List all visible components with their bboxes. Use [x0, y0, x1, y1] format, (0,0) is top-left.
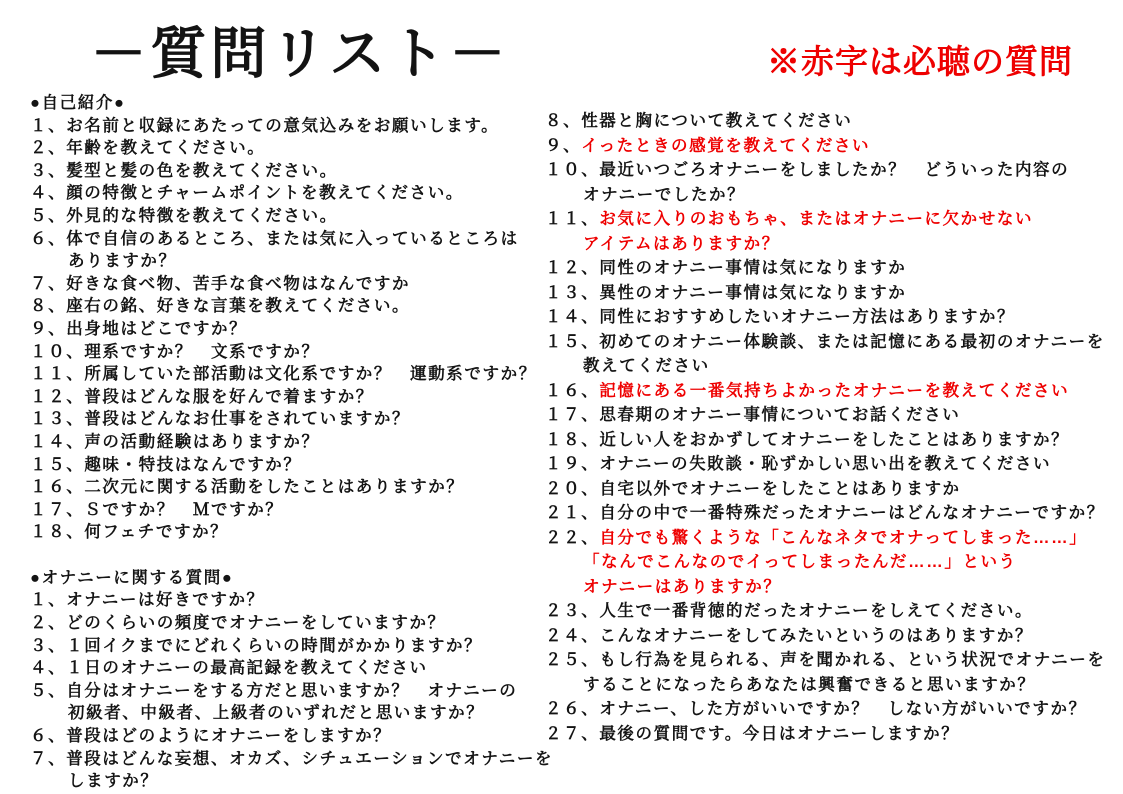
- question-line-continuation: [545, 673, 1105, 698]
- question-line: [545, 599, 1105, 624]
- question-text: １日のオナニーの最高記録を教えてください: [66, 659, 428, 678]
- question-number: ３、: [30, 161, 67, 180]
- question-text: 初級者、中級者、上級者のいずれだと思いますか？: [68, 704, 485, 723]
- question-number: １、: [30, 591, 67, 610]
- question-text: こんなオナニーをしてみたいというのはありますか？: [599, 626, 1034, 645]
- question-text: 自宅以外でオナニーをしたことはありますか: [599, 479, 961, 498]
- question-text: 自分の中で一番特殊だったオナニーはどんなオナニーですか？: [599, 504, 1105, 522]
- question-line: [545, 428, 1105, 453]
- question-line: [545, 403, 1105, 428]
- question-text: 初めてのオナニー体験談、または記憶にある最初のオナニーを: [599, 332, 1105, 351]
- question-line-continuation: [545, 575, 1105, 600]
- question-text: しますか？: [68, 772, 159, 791]
- question-number: １、: [30, 116, 67, 135]
- question-number: １２、: [545, 259, 600, 277]
- question-text-red: 自分でも驚くような「こんなネタでオナってしまった……」: [599, 528, 1088, 547]
- left-column: [30, 92, 553, 793]
- question-text: 最近いつごろオナニーをしましたか？ どういった内容の: [599, 161, 1070, 179]
- question-number: １４、: [545, 308, 600, 326]
- question-line: [30, 205, 553, 228]
- question-text: 自分はオナニーをする方だと思いますか？ オナニーの: [66, 681, 518, 700]
- question-text-red: イったときの感覚を教えてください: [581, 136, 871, 155]
- question-line: [545, 207, 1105, 232]
- question-number: １７、: [545, 406, 600, 424]
- question-line: [545, 452, 1105, 477]
- section-header: ●オナニーに関する質問●: [30, 568, 234, 587]
- question-line-continuation: [545, 183, 1105, 208]
- question-section: [545, 109, 1105, 746]
- question-line-continuation: [30, 770, 553, 793]
- question-text: 好きな食べ物、苦手な食べ物はなんですか: [66, 274, 411, 293]
- question-number: １５、: [545, 332, 600, 351]
- question-number: ２６、: [545, 700, 600, 718]
- question-line: [30, 318, 553, 341]
- question-text: オナニーの失敗談・恥ずかしい思い出を教えてください: [599, 455, 1052, 473]
- question-line: [545, 624, 1105, 649]
- question-number: １４、: [30, 432, 85, 451]
- question-line-continuation: [545, 550, 1105, 575]
- question-text-red: 記憶にある一番気持ちよかったオナニーを教えてください: [599, 381, 1070, 400]
- question-number: ８、: [30, 297, 67, 316]
- question-number: ９、: [30, 319, 67, 338]
- question-number: １１、: [545, 210, 600, 228]
- question-number: ６、: [30, 727, 67, 746]
- question-number: ３、: [30, 636, 67, 655]
- question-text: 座右の銘、好きな言葉を教えてください。: [66, 297, 411, 316]
- question-number: １０、: [545, 161, 600, 179]
- question-line: [30, 341, 553, 364]
- question-line: [30, 748, 553, 771]
- question-number: ２、: [30, 139, 67, 158]
- question-line: [545, 330, 1105, 355]
- question-line: [30, 521, 553, 544]
- question-line: [30, 386, 553, 409]
- question-line: [545, 134, 1105, 159]
- question-text: ありますか？: [68, 252, 177, 271]
- page-title: －質問リスト－: [90, 22, 510, 85]
- question-line: [545, 526, 1105, 551]
- question-text: 髪型と髪の色を教えてください。: [66, 161, 338, 180]
- question-text: 声の活動経験はありますか？: [84, 432, 320, 451]
- question-line-continuation: [545, 232, 1105, 257]
- question-text: 教えてください: [583, 357, 710, 375]
- question-text: 出身地はどこですか？: [66, 319, 248, 338]
- question-number: ７、: [30, 274, 67, 293]
- question-text: 思春期のオナニー事情についてお話ください: [599, 406, 961, 424]
- question-number: ２２、: [545, 528, 600, 547]
- question-number: １８、: [545, 430, 600, 449]
- question-text: 同性のオナニー事情は気になりますか: [599, 259, 907, 277]
- question-text: オナニーは好きですか？: [66, 591, 265, 610]
- question-text: 二次元に関する活動をしたことはありますか？: [84, 478, 465, 497]
- question-line: [30, 273, 553, 296]
- question-text: オナニー、した方がいいですか？ しない方がいいですか？: [599, 700, 1087, 718]
- question-line: [30, 115, 553, 138]
- question-line: [30, 160, 553, 183]
- question-text: 何フェチですか？: [84, 523, 229, 542]
- question-line: [30, 657, 553, 680]
- question-number: １３、: [30, 410, 85, 429]
- question-line-continuation: [545, 354, 1105, 379]
- question-line: [545, 256, 1105, 281]
- right-column: [545, 109, 1105, 746]
- question-text: 最後の質問です。今日はオナニーしますか？: [599, 724, 960, 743]
- question-text: 普段はどんな妄想、オカズ、シチュエーションでオナニーを: [66, 749, 554, 768]
- question-number: ４、: [30, 184, 67, 203]
- question-text: 顔の特徴とチャームポイントを教えてください。: [66, 184, 464, 203]
- question-line: [30, 408, 553, 431]
- question-text: することになったらあなたは興奮できると思いますか？: [583, 675, 1036, 694]
- question-line: [30, 182, 553, 205]
- question-line: [545, 379, 1105, 404]
- question-text: オナニーでしたか？: [583, 185, 746, 204]
- question-number: ８、: [545, 112, 582, 130]
- question-text: 普段はどんな服を好んで着ますか？: [84, 387, 374, 406]
- question-number: ２３、: [545, 602, 600, 620]
- question-line: [30, 295, 553, 318]
- question-number: １２、: [30, 387, 85, 406]
- question-text: Ｓですか？ Ｍですか？: [84, 500, 284, 519]
- question-line: [30, 612, 553, 635]
- question-line: [30, 454, 553, 477]
- question-line: [30, 589, 553, 612]
- question-line: [545, 158, 1105, 183]
- section-header: ●自己紹介●: [30, 94, 126, 112]
- question-number: １９、: [545, 455, 600, 473]
- question-line: [545, 305, 1105, 330]
- question-line: [545, 501, 1105, 526]
- question-text-red: アイテムはありますか？: [583, 234, 780, 253]
- question-number: １７、: [30, 500, 85, 519]
- question-number: ７、: [30, 749, 67, 768]
- question-text: 性器と胸について教えてください: [581, 112, 853, 130]
- question-text: 異性のオナニー事情は気になりますか: [599, 283, 907, 302]
- question-text: 普段はどのようにオナニーをしますか？: [66, 727, 392, 746]
- question-section: [30, 92, 553, 544]
- question-line: [30, 137, 553, 160]
- question-line: [545, 281, 1105, 306]
- question-line: [30, 635, 553, 658]
- question-number: ２、: [30, 614, 67, 633]
- question-number: ２７、: [545, 724, 600, 743]
- question-line: [545, 722, 1105, 747]
- question-number: １１、: [30, 365, 85, 384]
- question-text: 体で自信のあるところ、または気に入っているところは: [66, 229, 519, 248]
- question-number: ５、: [30, 206, 67, 225]
- question-text-red: お気に入りのおもちゃ、またはオナニーに欠かせない: [599, 210, 1034, 228]
- question-text: 所属していた部活動は文化系ですか？ 運動系ですか？: [84, 365, 537, 384]
- question-text: お名前と収録にあたっての意気込みをお願いします。: [66, 116, 500, 135]
- question-line: [30, 228, 553, 251]
- question-line: [545, 477, 1105, 502]
- question-number: １３、: [545, 283, 600, 302]
- question-text: １回イクまでにどれくらいの時間がかかりますか？: [66, 636, 483, 655]
- question-text-red: 「なんでこんなのでイってしまったんだ……」という: [583, 553, 1017, 571]
- question-line: [30, 499, 553, 522]
- question-number: １０、: [30, 342, 85, 361]
- question-text: 同性におすすめしたいオナニー方法はありますか？: [599, 308, 1016, 326]
- question-text: 年齢を教えてください。: [66, 139, 266, 158]
- question-number: １６、: [545, 381, 600, 400]
- question-line: [545, 697, 1105, 722]
- question-line: [30, 431, 553, 454]
- question-number: ２４、: [545, 626, 600, 645]
- question-number: ５、: [30, 681, 67, 700]
- question-number: １８、: [30, 523, 85, 542]
- question-number: ９、: [545, 136, 582, 155]
- question-text: 外見的な特徴を教えてください。: [66, 206, 338, 225]
- question-number: １５、: [30, 455, 85, 474]
- question-number: ６、: [30, 229, 67, 248]
- question-number: ４、: [30, 659, 67, 678]
- question-text: 近しい人をおかずしてオナニーをしたことはありますか？: [599, 430, 1070, 449]
- question-text: もし行為を見られる、声を聞かれる、という状況でオナニーを: [599, 651, 1106, 669]
- question-line: [30, 725, 553, 748]
- question-text: 人生で一番背徳的だったオナニーをしえてください。: [599, 602, 1034, 620]
- question-number: ２５、: [545, 651, 600, 669]
- question-line-continuation: [30, 702, 553, 725]
- question-line: [30, 363, 553, 386]
- red-note: ※赤字は必聴の質問: [767, 43, 1073, 80]
- question-text-red: オナニーはありますか？: [583, 577, 782, 596]
- question-line: [30, 680, 553, 703]
- question-line: [545, 109, 1105, 134]
- question-line: [30, 476, 553, 499]
- question-text: どのくらいの頻度でオナニーをしていますか？: [66, 614, 446, 633]
- question-line: [545, 648, 1105, 673]
- question-text: 理系ですか？ 文系ですか？: [84, 342, 320, 361]
- question-number: １６、: [30, 478, 85, 497]
- question-number: ２０、: [545, 479, 600, 498]
- question-section: [30, 567, 553, 793]
- question-text: 普段はどんなお仕事をされていますか？: [84, 410, 411, 429]
- question-text: 趣味・特技はなんですか？: [84, 455, 302, 474]
- question-number: ２１、: [545, 504, 600, 522]
- question-line-continuation: [30, 250, 553, 273]
